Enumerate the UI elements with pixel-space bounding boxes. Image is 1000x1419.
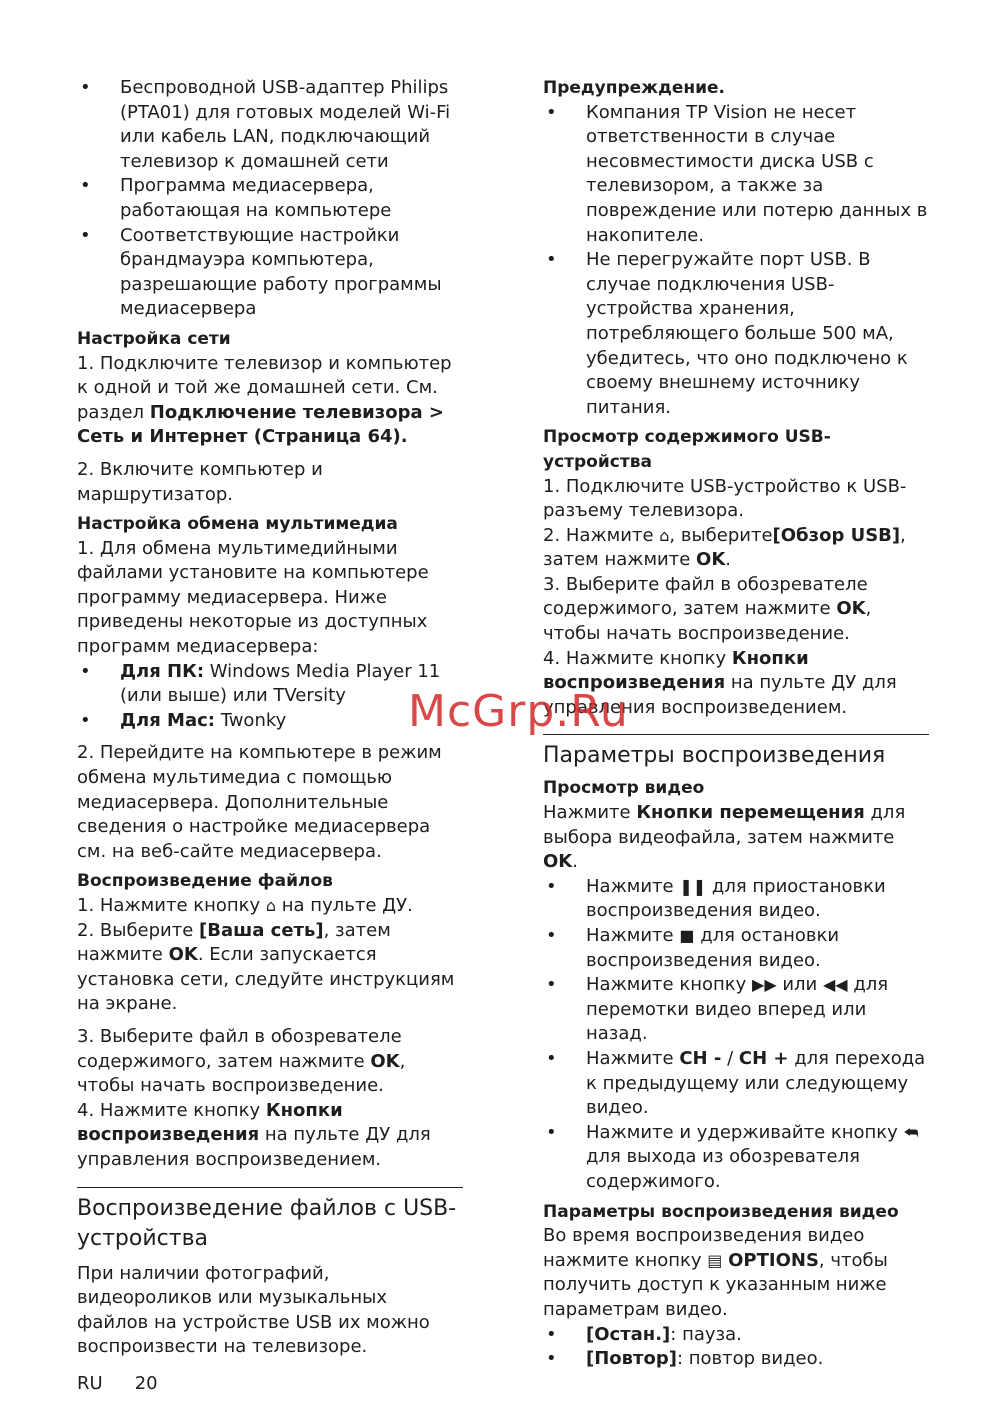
usb-view-step-3: 3. Выберите файл в обозревателе содержимого, затем нажмите OK, чтобы начать воспроизведение. [543, 573, 872, 645]
media-share-step-1: 1. Для обмена мультимедийными файлами установите на компьютере программу медиасервера. Ниже приведены некоторые из доступных программ медиасервера: [77, 537, 429, 658]
video-options-title: Параметры воспроизведения видео [543, 1201, 899, 1222]
watermark: McGrp.Ru [408, 686, 629, 737]
media-share-title: Настройка обмена мультимедиа [77, 514, 398, 535]
list-item: • Беспроводной USB-адаптер Philips (PTA01) для готовых моделей Wi-Fi или кабель LAN, подключающий телевизор к домашней сети [77, 76, 463, 174]
network-step-1: 1. Подключите телевизор и компьютер к одной и той же домашней сети. См. раздел Подключение телевизора > Сеть и Интернет (Страница 64). [77, 352, 452, 448]
options-icon: ▤ [707, 1250, 723, 1270]
usb-view-step-2: 2. Нажмите ⌂, выберите[Обзор USB], затем нажмите OK. [543, 524, 906, 571]
stop-icon: ■ [679, 926, 695, 945]
play-step-1: 1. Нажмите кнопку ⌂ на пульте ДУ. [77, 894, 463, 919]
fast-forward-icon: ▶▶ [752, 975, 777, 995]
play-step-2: 2. Выберите [Ваша сеть], затем нажмите OK. Если запускается установка сети, следуйте инструкциям на экране. [77, 919, 455, 1015]
back-icon: ⮪ [903, 1122, 919, 1142]
link-connect-tv[interactable]: Подключение телевизора > Сеть и Интернет (Страница 64). [77, 401, 444, 448]
page-number: 20 [134, 1373, 158, 1394]
usb-intro: При наличии фотографий, видеороликов или музыкальных файлов на устройстве USB их можно воспроизвести на телевизоре. [77, 1262, 430, 1358]
requirements-list [77, 76, 463, 322]
play-step-3: 3. Выберите файл в обозревателе содержимого, затем нажмите OK, чтобы начать воспроизведение. [77, 1025, 406, 1097]
page-footer [77, 1372, 158, 1397]
video-view-title: Просмотр видео [543, 778, 705, 799]
network-setup-title: Настройка сети [77, 328, 231, 349]
list-item: • [Остан.]: пауза. [543, 1323, 929, 1348]
usb-view-step-1: 1. Подключите USB-устройство к USB-разъему телевизора. [543, 475, 907, 522]
pause-icon: ❚❚ [679, 876, 707, 896]
list-item: • Программа медиасервера, работающая на компьютере [77, 174, 463, 223]
list-item: • Соответствующие настройки брандмауэра компьютера, разрешающие работу программы медиасервера [77, 224, 463, 322]
rewind-icon: ◀◀ [822, 975, 848, 995]
left-column [77, 76, 463, 1360]
usb-view-step-4: 4. Нажмите кнопку Кнопки воспроизведения на пульте ДУ для управления воспроизведением. [543, 647, 897, 718]
video-options-intro: Во время воспроизведения видео нажмите кнопку ▤ OPTIONS, чтобы получить доступ к указанным ниже параметрам видео. [543, 1225, 888, 1320]
list-item: • Нажмите CH - / CH + для перехода к предыдущему или следующему видео. [543, 1047, 929, 1121]
list-item: • Компания TP Vision не несет ответственности в случае несовместимости диска USB с телевизором, а также за повреждение или потерю данных в накопителе. [543, 101, 929, 249]
list-item: • Нажмите ■ для остановки воспроизведения видео. [543, 924, 929, 973]
media-server-list [77, 660, 463, 734]
list-item: • Нажмите ❚❚ для приостановки воспроизведения видео. [543, 875, 929, 924]
usb-section-heading: Воспроизведение файлов с USB-устройства [77, 1195, 457, 1251]
list-item: • Для Mac: Twonky [77, 709, 463, 734]
home-icon: ⌂ [265, 896, 277, 915]
list-item: • Для ПК: Windows Media Player 11 (или выше) или TVersity [77, 660, 463, 709]
video-controls-list [543, 875, 929, 1195]
play-step-4: 4. Нажмите кнопку Кнопки воспроизведения на пульте ДУ для управления воспроизведением. [77, 1099, 431, 1170]
list-item: • Нажмите и удерживайте кнопку ⮪ для выхода из обозревателя содержимого. [543, 1121, 929, 1195]
play-files-title: Воспроизведение файлов [77, 871, 333, 892]
video-options-list [543, 1323, 929, 1372]
home-icon: ⌂ [659, 525, 670, 545]
playback-params-heading: Параметры воспроизведения [543, 743, 886, 769]
warning-title: Предупреждение. [543, 78, 726, 98]
video-view-intro: Нажмите Кнопки перемещения для выбора видеофайла, затем нажмите OK. [543, 802, 906, 873]
warning-list [543, 101, 929, 421]
list-item: • [Повтор]: повтор видео. [543, 1347, 929, 1372]
list-item: • Не перегружайте порт USB. В случае подключения USB-устройства хранения, потребляющего больше 500 мА, убедитесь, что оно подключено к своему внешнему источнику питания. [543, 248, 929, 420]
list-item: • Нажмите кнопку ▶▶ или ◀◀ для перемотки видео вперед или назад. [543, 973, 929, 1047]
section-divider [77, 1187, 463, 1188]
language-code: RU [77, 1373, 103, 1394]
usb-view-title: Просмотр содержимого USB-устройства [543, 427, 831, 472]
network-step-2: 2. Включите компьютер и маршрутизатор. [77, 458, 323, 505]
media-share-step-2: 2. Перейдите на компьютере в режим обмена мультимедиа с помощью медиасервера. Дополнительные сведения о настройке медиасервера см. на веб-сайте медиасервера. [77, 742, 442, 862]
